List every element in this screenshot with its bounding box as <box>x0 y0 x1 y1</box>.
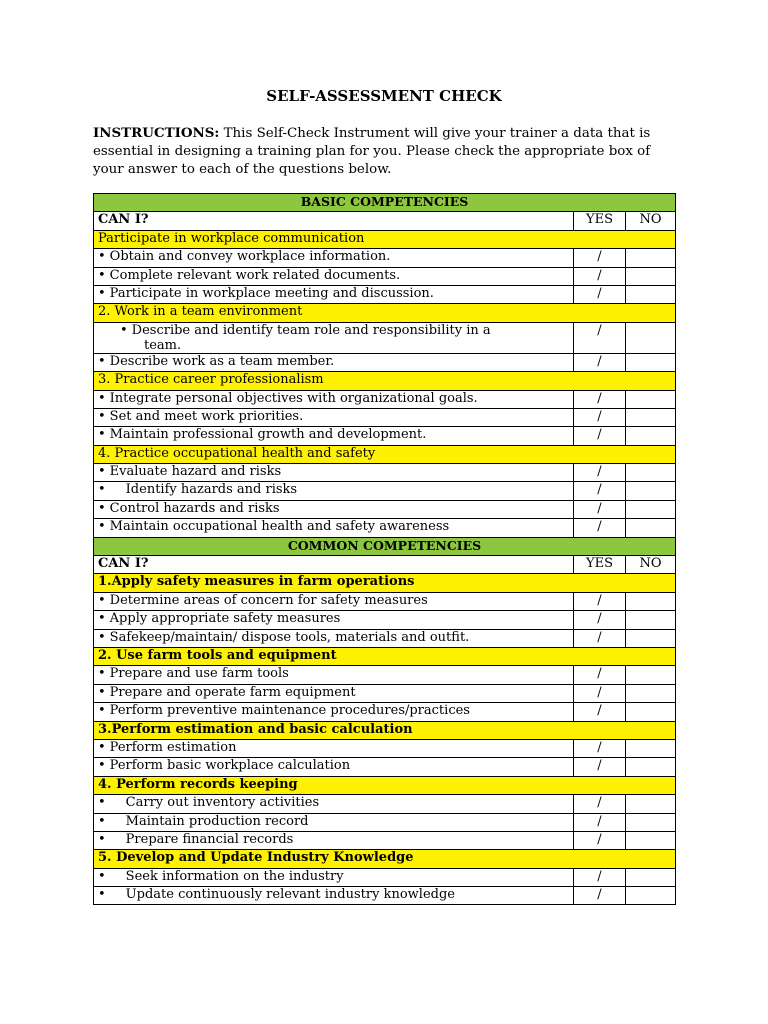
table-row <box>94 831 676 849</box>
item-label: • Perform basic workplace calculation <box>94 758 574 776</box>
item-label: • Perform estimation <box>94 739 574 757</box>
can-i-header: CAN I? <box>94 556 574 574</box>
item-label: • Describe and identify team role and responsibility in a team. <box>94 322 574 353</box>
no-checkbox[interactable] <box>626 390 676 408</box>
item-label: • Prepare financial records <box>94 831 574 849</box>
yes-checkbox[interactable]: / <box>574 703 626 721</box>
no-checkbox[interactable] <box>626 739 676 757</box>
item-label: • Identify hazards and risks <box>94 482 574 500</box>
yes-checkbox[interactable]: / <box>574 408 626 426</box>
no-checkbox[interactable] <box>626 285 676 303</box>
item-label: • Participate in workplace meeting and discussion. <box>94 285 574 303</box>
no-checkbox[interactable] <box>626 322 676 353</box>
no-checkbox[interactable] <box>626 795 676 813</box>
group-header <box>94 776 676 794</box>
no-header: NO <box>626 556 676 574</box>
item-label-continued: team. <box>144 337 182 353</box>
instructions-label: INSTRUCTIONS: <box>93 125 220 141</box>
yes-checkbox[interactable]: / <box>574 500 626 518</box>
table-row <box>94 267 676 285</box>
section-title: BASIC COMPETENCIES <box>94 194 676 212</box>
no-checkbox[interactable] <box>626 831 676 849</box>
item-label: • Apply appropriate safety measures <box>94 611 574 629</box>
yes-checkbox[interactable]: / <box>574 322 626 353</box>
yes-header: YES <box>574 212 626 230</box>
group-title: 4. Perform records keeping <box>94 776 676 794</box>
group-header <box>94 445 676 463</box>
no-checkbox[interactable] <box>626 427 676 445</box>
yes-checkbox[interactable]: / <box>574 868 626 886</box>
yes-checkbox[interactable]: / <box>574 482 626 500</box>
group-title: 2. Use farm tools and equipment <box>94 647 676 665</box>
group-header <box>94 372 676 390</box>
group-title: 1.Apply safety measures in farm operations <box>94 574 676 592</box>
yes-checkbox[interactable]: / <box>574 611 626 629</box>
group-header <box>94 850 676 868</box>
table-row <box>94 611 676 629</box>
item-label: • Integrate personal objectives with organizational goals. <box>94 390 574 408</box>
yes-header: YES <box>574 556 626 574</box>
yes-checkbox[interactable]: / <box>574 813 626 831</box>
table-row <box>94 519 676 537</box>
group-title: Participate in workplace communication <box>94 230 676 248</box>
table-row <box>94 666 676 684</box>
table-row <box>94 464 676 482</box>
table-row <box>94 795 676 813</box>
group-title: 3.Perform estimation and basic calculation <box>94 721 676 739</box>
item-label: • Describe work as a team member. <box>94 353 574 371</box>
column-header-row <box>94 556 676 574</box>
item-label: • Complete relevant work related documents. <box>94 267 574 285</box>
no-checkbox[interactable] <box>626 353 676 371</box>
yes-checkbox[interactable]: / <box>574 519 626 537</box>
table-row <box>94 739 676 757</box>
no-checkbox[interactable] <box>626 482 676 500</box>
no-checkbox[interactable] <box>626 500 676 518</box>
item-label: • Maintain professional growth and development. <box>94 427 574 445</box>
section-header-basic <box>94 194 676 212</box>
table-row <box>94 427 676 445</box>
no-checkbox[interactable] <box>626 249 676 267</box>
table-row <box>94 482 676 500</box>
table-row <box>94 868 676 886</box>
yes-checkbox[interactable]: / <box>574 464 626 482</box>
group-header <box>94 574 676 592</box>
self-assessment-table <box>93 193 676 905</box>
group-header <box>94 647 676 665</box>
yes-checkbox[interactable]: / <box>574 249 626 267</box>
item-label: • Evaluate hazard and risks <box>94 464 574 482</box>
item-label: • Prepare and operate farm equipment <box>94 684 574 702</box>
table-row <box>94 684 676 702</box>
group-header <box>94 304 676 322</box>
item-label: • Seek information on the industry <box>94 868 574 886</box>
table-row <box>94 500 676 518</box>
item-label: • Update continuously relevant industry knowledge <box>94 887 574 905</box>
item-label: • Prepare and use farm tools <box>94 666 574 684</box>
yes-checkbox[interactable]: / <box>574 684 626 702</box>
yes-checkbox[interactable]: / <box>574 592 626 610</box>
table-row <box>94 285 676 303</box>
item-label: • Maintain production record <box>94 813 574 831</box>
column-header-row <box>94 212 676 230</box>
table-row <box>94 703 676 721</box>
yes-checkbox[interactable]: / <box>574 427 626 445</box>
item-label: • Set and meet work priorities. <box>94 408 574 426</box>
no-checkbox[interactable] <box>626 629 676 647</box>
no-checkbox[interactable] <box>626 758 676 776</box>
instructions <box>93 124 683 179</box>
no-checkbox[interactable] <box>626 519 676 537</box>
yes-checkbox[interactable]: / <box>574 831 626 849</box>
table-row <box>94 629 676 647</box>
item-label: • Carry out inventory activities <box>94 795 574 813</box>
group-title: 4. Practice occupational health and safety <box>94 445 676 463</box>
no-header: NO <box>626 212 676 230</box>
group-header <box>94 230 676 248</box>
yes-checkbox[interactable]: / <box>574 629 626 647</box>
item-label: • Determine areas of concern for safety measures <box>94 592 574 610</box>
table-row <box>94 758 676 776</box>
group-title: 2. Work in a team environment <box>94 304 676 322</box>
yes-checkbox[interactable]: / <box>574 285 626 303</box>
table-row <box>94 390 676 408</box>
item-label: • Safekeep/maintain/ dispose tools, materials and outfit. <box>94 629 574 647</box>
table-row <box>94 592 676 610</box>
can-i-header: CAN I? <box>94 212 574 230</box>
no-checkbox[interactable] <box>626 464 676 482</box>
table-row <box>94 408 676 426</box>
item-label: • Control hazards and risks <box>94 500 574 518</box>
table-row <box>94 887 676 905</box>
no-checkbox[interactable] <box>626 611 676 629</box>
item-label: • Maintain occupational health and safety awareness <box>94 519 574 537</box>
table-row <box>94 249 676 267</box>
no-checkbox[interactable] <box>626 408 676 426</box>
group-title: 5. Develop and Update Industry Knowledge <box>94 850 676 868</box>
no-checkbox[interactable] <box>626 267 676 285</box>
yes-checkbox[interactable]: / <box>574 267 626 285</box>
section-title: COMMON COMPETENCIES <box>94 537 676 555</box>
no-checkbox[interactable] <box>626 592 676 610</box>
table-row <box>94 322 676 353</box>
table-row <box>94 353 676 371</box>
yes-checkbox[interactable]: / <box>574 666 626 684</box>
no-checkbox[interactable] <box>626 813 676 831</box>
no-checkbox[interactable] <box>626 868 676 886</box>
yes-checkbox[interactable]: / <box>574 353 626 371</box>
yes-checkbox[interactable]: / <box>574 758 626 776</box>
no-checkbox[interactable] <box>626 703 676 721</box>
yes-checkbox[interactable]: / <box>574 795 626 813</box>
group-header <box>94 721 676 739</box>
no-checkbox[interactable] <box>626 684 676 702</box>
no-checkbox[interactable] <box>626 887 676 905</box>
instructions-text: This Self-Check Instrument will give your trainer a data that is essential in designing a training plan for you. Please check the appropriate box of your answer to each of the questions below. <box>93 126 651 177</box>
item-label: • Perform preventive maintenance procedures/practices <box>94 703 574 721</box>
yes-checkbox[interactable]: / <box>574 887 626 905</box>
item-label: • Obtain and convey workplace information. <box>94 249 574 267</box>
page-title: SELF-ASSESSMENT CHECK <box>266 87 502 105</box>
yes-checkbox[interactable]: / <box>574 390 626 408</box>
group-title: 3. Practice career professionalism <box>94 372 676 390</box>
no-checkbox[interactable] <box>626 666 676 684</box>
yes-checkbox[interactable]: / <box>574 739 626 757</box>
table-row <box>94 813 676 831</box>
section-header-common <box>94 537 676 555</box>
